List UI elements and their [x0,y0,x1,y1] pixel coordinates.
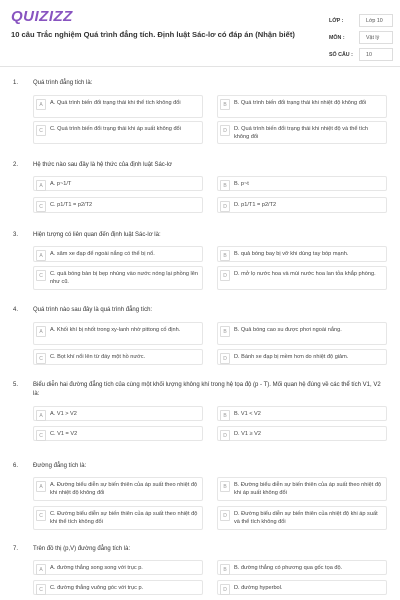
option-text: C. Bọt khí nổi lên từ đáy một hồ nước. [50,354,146,360]
option-text: B. quả bóng bay bị vỡ khi dùng tay bóp mạnh. [234,251,349,257]
page-header [0,0,400,67]
option-key: B [220,180,230,191]
option-d[interactable] [217,506,387,530]
option-text: D. Bánh xe đạp bị mềm hơn do nhiệt độ giảm. [234,354,349,360]
option-key: D [220,584,230,595]
option-key: B [220,481,230,492]
option-key: A [36,564,46,575]
option-text: A. Đường biểu diễn sự biến thiên của áp suất theo nhiệt độ khi nhiệt độ không đổi [50,482,198,496]
option-text: D. mở lọ nước hoa và mùi nước hoa lan tỏa khắp phòng. [234,271,376,277]
option-c[interactable] [33,197,203,213]
option-key: A [36,481,46,492]
option-b[interactable] [217,322,387,345]
option-text: A. săm xe đạp để ngoài nắng có thể bị nổ. [50,251,155,257]
question-number: 7. [13,546,19,552]
meta-row-count [329,47,393,62]
option-d[interactable] [217,349,387,365]
option-a[interactable] [33,176,203,191]
option-key: D [220,430,230,441]
option-b[interactable] [217,176,387,191]
option-key: B [220,250,230,261]
option-a[interactable] [33,322,203,345]
page-title: 10 câu Trắc nghiệm Quá trình đẳng tích. Định luật Sác-lơ có đáp án (Nhận biết) [11,30,295,39]
option-a[interactable] [33,246,203,262]
question-text: Biểu diễn hai đường đẳng tích của cùng một khối lượng không khí trong hệ tọa độ (p - T). Mối quan hệ đúng về các thể tích V1, V2 là: [33,382,381,397]
meta-value: 10 [359,48,393,61]
option-key: A [36,250,46,261]
option-key: B [220,410,230,421]
option-text: A. Quá trình biến đổi trạng thái khi thể tích không đổi [50,100,181,106]
option-c[interactable] [33,266,203,290]
option-c[interactable] [33,506,203,530]
question-5 [0,381,400,439]
option-a[interactable] [33,406,203,421]
option-key: B [220,99,230,110]
option-a[interactable] [33,95,203,118]
option-c[interactable] [33,121,203,144]
option-d[interactable] [217,426,387,441]
option-text: A. Khối khí bị nhốt trong xy-lanh nhờ pittong cố định. [50,327,181,333]
option-text: B. V1 < V2 [234,411,261,417]
option-b[interactable] [217,406,387,421]
option-key: C [36,430,46,441]
option-text: C. Đường biểu diễn sự biến thiên của áp suất theo nhiệt độ khi thể tích không đổi [50,511,198,525]
option-key: B [220,326,230,337]
question-number: 1. [13,80,19,86]
option-key: C [36,125,46,136]
meta-row-subject [329,30,393,45]
option-key: A [36,410,46,421]
option-key: D [220,510,230,521]
option-b[interactable] [217,560,387,575]
option-text: C. p1/T1 = p2/T2 [50,202,93,208]
option-key: D [220,125,230,136]
option-d[interactable] [217,197,387,213]
option-d[interactable] [217,121,387,144]
option-text: C. Quá trình biến đổi trạng thái khi áp suất không đổi [50,126,181,132]
option-text: B. p~t [234,181,249,187]
option-c[interactable] [33,426,203,441]
option-text: B. đường thẳng có phương qua gốc tọa độ. [234,565,343,571]
option-b[interactable] [217,477,387,501]
option-c[interactable] [33,349,203,365]
question-number: 4. [13,307,19,313]
question-text: Quá trình nào sau đây là quá trình đẳng tích: [33,307,153,313]
meta-label: SỐ CÂU : [329,51,353,58]
question-text: Trên đồ thị (p,V) đường đẳng tích là: [33,546,131,552]
option-text: C. quả bóng bàn bị bẹp nhúng vào nước nóng lại phồng lên như cũ. [50,271,198,285]
question-number: 2. [13,162,19,168]
meta-row-class [329,13,393,28]
option-text: D. V1 ≥ V2 [234,431,262,437]
question-text: Quá trình đẳng tích là: [33,80,93,86]
option-key: B [220,564,230,575]
option-key: D [220,201,230,212]
option-text: C. V1 = V2 [50,431,78,437]
question-text: Hệ thức nào sau đây là hệ thức của định luật Sác-lơ [33,162,173,168]
question-header [0,381,400,399]
option-c[interactable] [33,580,203,595]
meta-label: LỚP : [329,17,344,24]
option-text: D. p1/T1 = p2/T2 [234,202,277,208]
question-number: 6. [13,463,19,469]
option-text: B. Quá trình biến đổi trạng thái khi nhiệt độ không đổi [234,100,367,106]
option-key: C [36,270,46,281]
option-text: D. Đường biểu diễn sự biến thiên của nhiệt độ khi áp suất và thể tích không đổi [234,511,378,525]
question-number: 5. [13,382,19,388]
option-a[interactable] [33,477,203,501]
option-key: A [36,180,46,191]
meta-panel [329,13,393,64]
meta-label: MÔN : [329,34,345,41]
option-text: B. Quả bóng cao su được phơi ngoài nắng. [234,327,342,333]
question-text: Hiện tượng có liên quan đến định luật Sác-lơ là: [33,232,161,238]
meta-value: Lớp 10 [359,14,393,27]
option-d[interactable] [217,580,387,595]
question-text: Đường đẳng tích là: [33,463,87,469]
option-key: D [220,270,230,281]
option-text: D. đường hyperbol. [234,585,283,591]
question-number: 3. [13,232,19,238]
option-key: A [36,326,46,337]
option-text: A. đường thẳng song song với trục p. [50,565,143,571]
option-d[interactable] [217,266,387,290]
option-text: B. Đường biểu diễn sự biến thiên của áp suất theo nhiệt độ khi áp suất không đổi [234,482,382,496]
option-b[interactable] [217,95,387,118]
option-text: C. đường thẳng vuông góc với trục p. [50,585,144,591]
option-key: A [36,99,46,110]
option-text: D. Quá trình biến đổi trạng thái khi nhiệt độ và thể tích không đổi [234,126,369,140]
brand-logo: QUIZIZZ [11,8,73,25]
option-key: C [36,201,46,212]
option-text: A. V1 > V2 [50,411,77,417]
option-key: D [220,353,230,364]
option-key: C [36,510,46,521]
meta-value: Vật lý [359,31,393,44]
option-a[interactable] [33,560,203,575]
option-b[interactable] [217,246,387,262]
option-key: C [36,584,46,595]
option-key: C [36,353,46,364]
option-text: A. p~1/T [50,181,72,187]
